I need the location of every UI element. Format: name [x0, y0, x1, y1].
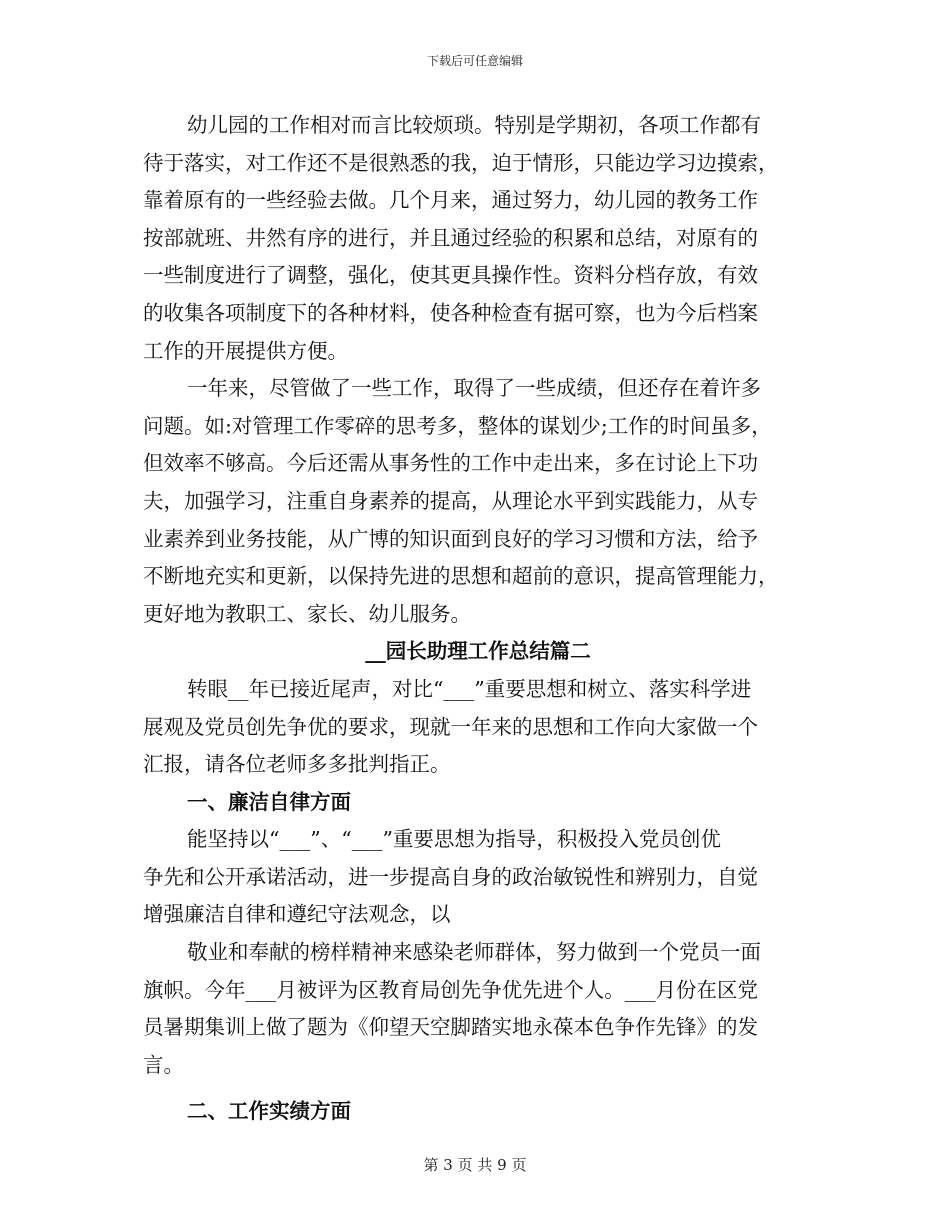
paragraph-line: 能坚持以“___”、“___”重要思想为指导，积极投入党员创优 — [187, 827, 721, 852]
paragraph-line: 夫，加强学习，注重自身素养的提高，从理论水平到实践能力，从专 — [143, 488, 758, 513]
paragraph-year-end-report — [143, 671, 813, 784]
paragraph-line: 汇报，请各位老师多多批判指正。 — [143, 752, 451, 777]
document-body — [143, 107, 813, 1131]
paragraph-line: 敬业和奉献的榜样精神来感染老师群体，努力做到一个党员一面 — [187, 940, 761, 965]
paragraph-line: 言。 — [143, 1052, 184, 1077]
paragraph-kindergarten-work — [143, 107, 813, 370]
section-title: __园长助理工作总结篇二 — [365, 639, 591, 664]
paragraph-line: 靠着原有的一些经验去做。几个月来，通过努力，幼儿园的教务工作 — [143, 188, 758, 213]
paragraph-line: 不断地充实和更新，以保持先进的思想和超前的意识，提高管理能力， — [143, 564, 779, 589]
paragraph-line: 问题。如:对管理工作零碎的思考多，整体的谋划少;工作的时间虽多， — [143, 413, 772, 438]
page-header-note: 下载后可任意编辑 — [426, 54, 523, 68]
paragraph-problems — [143, 370, 813, 633]
paragraph-line: 按部就班、井然有序的进行，并且通过经验的积累和总结，对原有的 — [143, 225, 758, 250]
paragraph-integrity — [143, 821, 813, 934]
paragraph-line: 幼儿园的工作相对而言比较烦琐。特别是学期初，各项工作都有 — [187, 113, 761, 137]
paragraph-line: 工作的开展提供方便。 — [143, 338, 348, 363]
paragraph-line: 一些制度进行了调整，强化，使其更具操作性。资料分档存放，有效 — [143, 263, 758, 288]
paragraph-line: 转眼__年已接近尾声，对比“___”重要思想和树立、落实科学进 — [187, 676, 752, 701]
paragraph-line: 待于落实，对工作还不是很熟悉的我，迫于情形，只能边学习边摸索， — [143, 150, 779, 175]
paragraph-line: 但效率不够高。今后还需从事务性的工作中走出来，多在讨论上下功 — [143, 451, 758, 476]
subheading-integrity: 一、廉洁自律方面 — [187, 789, 351, 814]
paragraph-line: 员暑期集训上做了题为《仰望天空脚踏实地永葆本色争作先锋》的发 — [143, 1015, 758, 1040]
paragraph-line: 展观及党员创先争优的要求，现就一年来的思想和工作向大家做一个 — [143, 714, 758, 739]
paragraph-line: 的收集各项制度下的各种材料，使各种检查有据可察，也为今后档案 — [143, 300, 758, 325]
paragraph-line: 更好地为教职工、家长、幼儿服务。 — [143, 601, 471, 626]
subheading-achievements: 二、工作实绩方面 — [187, 1099, 351, 1124]
paragraph-line: 业素养到业务技能，从广博的知识面到良好的学习习惯和方法，给予 — [143, 526, 758, 551]
paragraph-line: 旗帜。今年___月被评为区教育局创先争优先进个人。___月份在区党 — [143, 977, 758, 1002]
paragraph-line: 一年来，尽管做了一些工作，取得了一些成绩，但还存在着许多 — [187, 376, 761, 401]
paragraph-dedication — [143, 934, 813, 1084]
paragraph-line: 争先和公开承诺活动，进一步提高自身的政治敏锐性和辨别力，自觉 — [143, 864, 758, 889]
spacer — [143, 1084, 813, 1093]
page-number: 第 3 页 共 9 页 — [423, 1156, 527, 1174]
paragraph-line: 增强廉洁自律和遵纪守法观念，以 — [143, 902, 451, 927]
